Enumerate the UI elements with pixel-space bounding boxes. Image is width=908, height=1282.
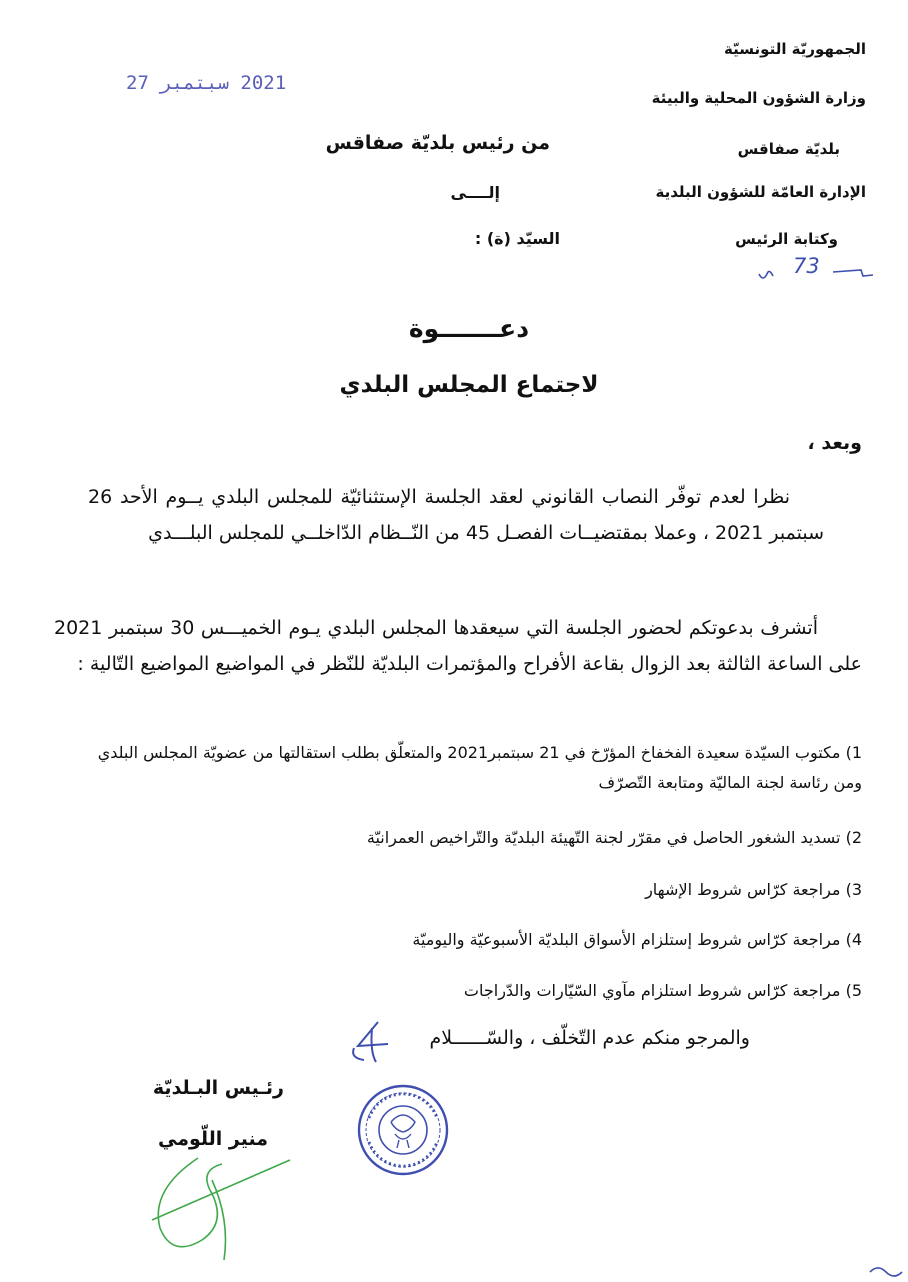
official-seal-stamp: [355, 1082, 451, 1178]
from-line: من رئيس بلديّة صفاقس: [325, 132, 550, 154]
closing-line: والمرجو منكم عدم التّخلّف ، والسّــــــلام: [429, 1027, 750, 1049]
municipality-label: بلديّة صفاقس: [737, 140, 840, 158]
secretariat-label: وكتابة الرئيس: [735, 230, 838, 248]
agenda-item-3: 3) مراجعة كرّاس شروط الإشهار: [645, 880, 862, 899]
republic-label: الجمهوريّة التونسيّة: [724, 40, 866, 58]
agenda-item-4: 4) مراجعة كرّاس شروط إستلزام الأسواق البلديّة الأسبوعيّة واليوميّة: [412, 930, 862, 949]
agenda-item-1: 1) مكتوب السيّدة سعيدة الفخفاخ المؤرّخ في 21 سبتمبر2021 والمتعلّق بطلب استقالتها من عضويّة المجلس البلدي ومن رئاسة لجنة الماليّة ومتابعة التّصرّف: [97, 743, 862, 792]
reference-number: 73: [793, 254, 820, 278]
handwritten-signature: [140, 1150, 300, 1270]
to-line: إلــــى: [450, 183, 500, 202]
addressee-line: السيّد (ة) :: [474, 229, 560, 248]
ministry-label: وزارة الشؤون المحلية والبيئة: [651, 89, 866, 107]
title-main: دعـــــــوة: [408, 314, 530, 343]
agenda-item-5: 5) مراجعة كرّاس شروط استلزام مآوي السّيّارات والدّراجات: [463, 981, 862, 1000]
agenda-item-2: 2) تسديد الشغور الحاصل في مقرّر لجنة التّهيئة البلديّة والتّراخيص العمرانيّة: [366, 828, 862, 847]
title-sub: لاجتماع المجلس البلدي: [339, 372, 599, 398]
invitation-paragraph: أتشرف بدعوتكم لحضور الجلسة التي سيعقدها المجلس البلدي يـوم الخميـــس 30 سبتمبر 2021 على الساعة الثالثة بعد الزوال بقاعة الأفراح والمؤتمرات البلديّة للنّظر في المواضيع المواضيع التّالية :: [54, 617, 862, 675]
salutation: وبعد ،: [807, 432, 862, 454]
signature-role: رئـيس البـلديّة: [152, 1077, 284, 1099]
initials-scribble: [348, 1018, 398, 1064]
signature-name: منير اللّومي: [157, 1128, 268, 1150]
date-stamp: 2021 سبتمبر 27: [126, 72, 287, 94]
margin-mark: [866, 1262, 906, 1282]
intro-paragraph: نظرا لعدم توفّر النصاب القانوني لعقد الجلسة الإستثنائيّة للمجلس البلدي يــوم الأحد 26 سبتمبر 2021 ، وعملا بمقتضيــات الفصـل 45 من النّــظام الدّاخلــي للمجلس البلـــدي: [88, 486, 824, 544]
directorate-label: الإدارة العامّة للشؤون البلدية: [655, 183, 866, 201]
reference-scribble: [755, 256, 875, 286]
